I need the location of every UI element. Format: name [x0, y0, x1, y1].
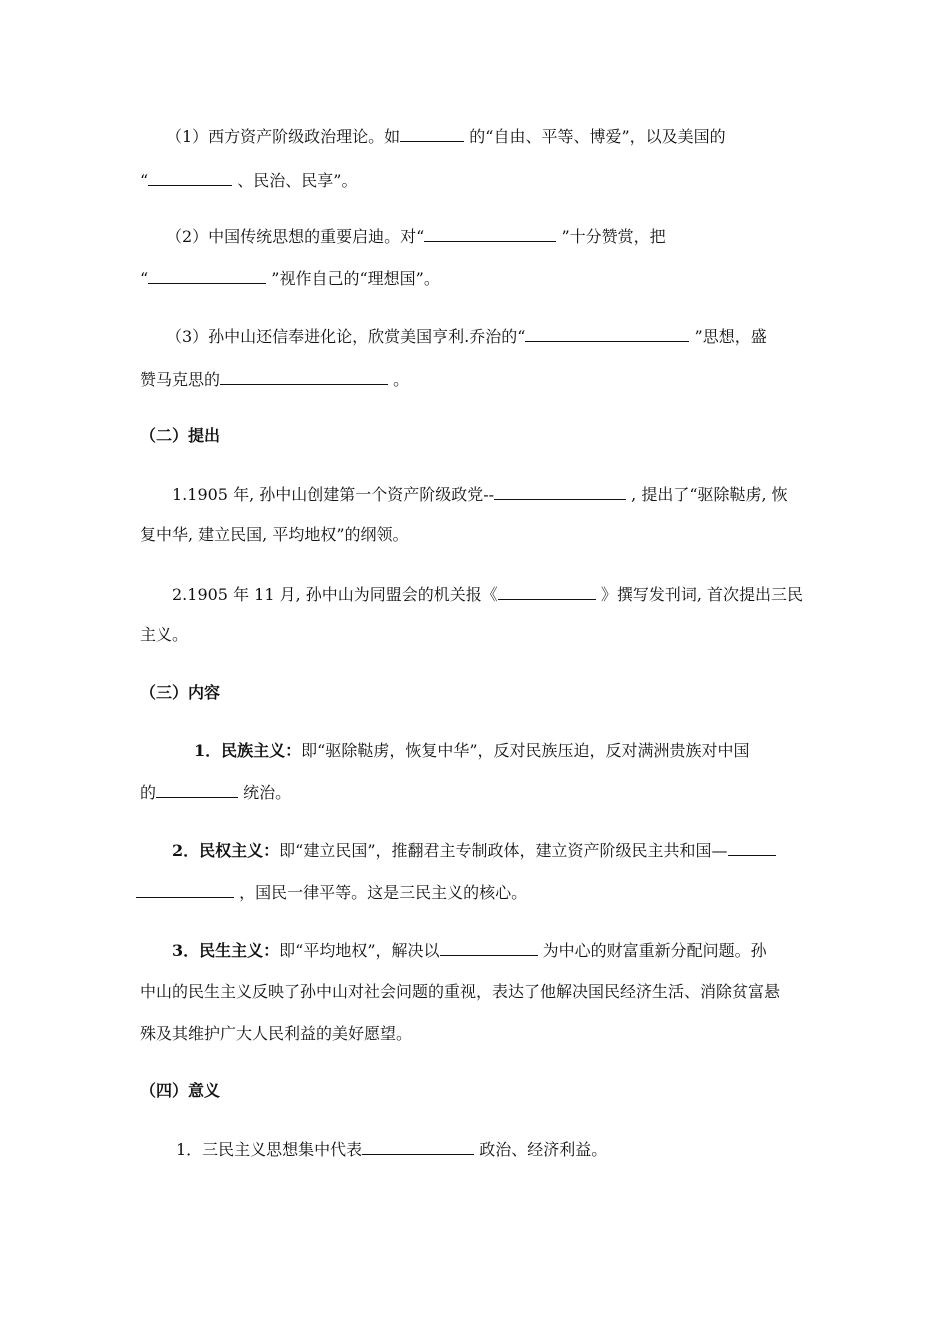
text: , 提出了“驱除鞑虏, 恢	[626, 485, 788, 504]
text: 即“驱除鞑虏，恢复中华”，反对民族压迫，反对满洲贵族对中国	[301, 741, 750, 760]
text: ”十分赞赏，把	[556, 227, 666, 246]
sec4-p1-line1	[176, 1139, 607, 1161]
fill-blank[interactable]	[362, 1139, 474, 1155]
text: 即“平均地权”，解决以	[279, 941, 440, 960]
text: ”思想，盛	[689, 327, 767, 346]
sec1-p1-line2	[140, 170, 357, 192]
item-label: 3．民生主义：	[172, 941, 280, 960]
item-label: 2．民权主义：	[172, 841, 280, 860]
sec2-p1-line2: 复中华, 建立民国, 平均地权”的纲领。	[140, 525, 409, 544]
sec1-p3-line2	[140, 369, 409, 391]
sec1-p1-line1	[166, 126, 726, 148]
sec3-p3-line2: 中山的民生主义反映了孙中山对社会问题的重视，表达了他解决国民经济生活、消除贫富悬	[140, 982, 781, 1001]
sec1-p3-line1	[166, 326, 767, 348]
sec3-p1-line1	[194, 740, 750, 762]
item-label: 1．民族主义：	[194, 741, 302, 760]
text: 1.1905 年, 孙中山创建第一个资产阶级政党--	[172, 485, 495, 504]
sec2-p2-line2: 主义。	[140, 625, 189, 644]
fill-blank[interactable]	[498, 584, 596, 600]
text: “	[140, 269, 149, 288]
fill-blank[interactable]	[440, 940, 538, 956]
text: 统治。	[238, 783, 292, 802]
text: 、民治、民享”。	[232, 171, 358, 190]
fill-blank[interactable]	[136, 882, 234, 898]
sec1-p2-line1	[166, 226, 666, 248]
text: ”视作自己的“理想国”。	[266, 269, 440, 288]
text: ，国民一律平等。这是三民主义的核心。	[234, 883, 528, 902]
section-heading-content: （三）内容	[140, 683, 221, 702]
fill-blank[interactable]	[220, 369, 388, 385]
text: 政治、经济利益。	[474, 1140, 608, 1159]
fill-blank[interactable]	[728, 840, 776, 856]
text: 的	[140, 783, 157, 802]
text: 。	[388, 370, 410, 389]
section-heading-proposal: （二）提出	[140, 426, 221, 445]
text: （3）孙中山还信奉进化论，欣赏美国亨利.乔治的“	[166, 327, 526, 346]
fill-blank[interactable]	[148, 268, 266, 284]
text: 2.1905 年 11 月, 孙中山为同盟会的机关报《	[172, 585, 498, 604]
sec3-p2-line2	[136, 882, 527, 904]
sec1-p2-line2	[140, 268, 440, 290]
sec3-p1-line2	[140, 782, 291, 804]
text: 赞马克思的	[140, 370, 221, 389]
fill-blank[interactable]	[494, 484, 626, 500]
text: （2）中国传统思想的重要启迪。对“	[166, 227, 425, 246]
fill-blank[interactable]	[525, 326, 689, 342]
text: 为中心的财富重新分配问题。孙	[537, 941, 767, 960]
sec2-p1-line1	[172, 484, 788, 506]
fill-blank[interactable]	[400, 126, 464, 142]
text: 1．三民主义思想集中代表	[176, 1140, 363, 1159]
sec3-p3-line1	[172, 940, 767, 962]
text: （1）西方资产阶级政治理论。如	[166, 127, 401, 146]
sec3-p2-line1	[172, 840, 776, 862]
section-heading-significance: （四）意义	[140, 1081, 221, 1100]
text: 的“自由、平等、博爱”，以及美国的	[464, 127, 726, 146]
sec2-p2-line1	[172, 584, 803, 606]
sec3-p3-line3: 殊及其维护广大人民利益的美好愿望。	[140, 1024, 413, 1043]
fill-blank[interactable]	[156, 782, 238, 798]
text: 》撰写发刊词, 首次提出三民	[595, 585, 804, 604]
fill-blank[interactable]	[424, 226, 556, 242]
text: “	[140, 171, 149, 190]
fill-blank[interactable]	[148, 170, 232, 186]
text: 即“建立民国”，推翻君主专制政体，建立资产阶级民主共和国—	[279, 841, 728, 860]
